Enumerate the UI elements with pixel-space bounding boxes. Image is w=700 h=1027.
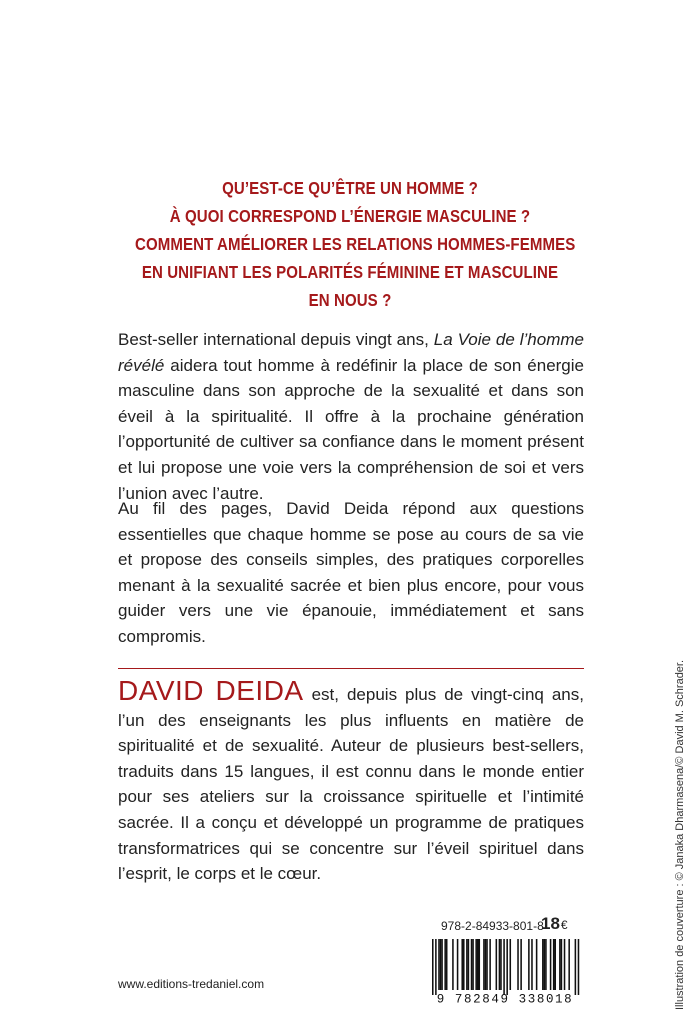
barcode-bar xyxy=(438,939,440,990)
barcode-bar xyxy=(468,939,470,990)
section-divider xyxy=(118,668,584,669)
barcode-bar xyxy=(520,939,522,990)
summary-paragraph xyxy=(118,327,584,506)
barcode-bar xyxy=(466,939,468,990)
question-line: COMMENT AMÉLIORER LES RELATIONS HOMMES-FEMMES xyxy=(135,234,576,254)
barcode-bar xyxy=(554,939,556,990)
question-line: EN UNIFIANT LES POLARITÉS FÉMININE ET MASCULINE xyxy=(141,262,559,282)
barcode-bar xyxy=(528,939,530,990)
barcode-bar xyxy=(544,939,546,990)
barcode-bar xyxy=(550,939,552,990)
barcode-bar xyxy=(441,939,443,990)
barcode-bar xyxy=(496,939,498,990)
barcode-bar xyxy=(452,939,454,990)
barcode-bar xyxy=(475,939,477,990)
barcode-bar xyxy=(479,939,481,990)
promise-paragraph: Au fil des pages, David Deida répond aux questions essentielles que chaque homme se pose au cours de sa vie et propose des conseils simples, des pratiques corporelles menant à la sexualité sacrée et bien plus encore, pour vous guider vers une vie épanouie, immédiatement et sans compromis. xyxy=(118,499,584,646)
barcode xyxy=(421,939,589,1005)
barcode-bar xyxy=(457,939,459,990)
barcode-bar xyxy=(517,939,519,990)
price xyxy=(541,914,568,934)
question-line: À QUOI CORRESPOND L’ÉNERGIE MASCULINE ? xyxy=(169,206,531,226)
author-bio xyxy=(118,675,584,887)
barcode-bar xyxy=(435,939,437,995)
barcode-bar xyxy=(510,939,512,990)
barcode-bar xyxy=(432,939,434,995)
barcode-bar xyxy=(444,939,446,990)
barcode-bar xyxy=(477,939,479,990)
barcode-bar xyxy=(575,939,577,995)
author-name: DAVID DEIDA xyxy=(118,675,304,706)
barcode-bar xyxy=(564,939,566,990)
barcode-bar xyxy=(542,939,544,990)
barcode-bar xyxy=(483,939,485,990)
publisher-website: www.editions-tredaniel.com xyxy=(118,977,265,991)
summary-text-start: Best-seller international depuis vingt ans, xyxy=(118,330,434,349)
barcode-bar xyxy=(461,939,463,990)
barcode-bar xyxy=(471,939,473,990)
price-currency: € xyxy=(560,918,568,932)
barcode-bar xyxy=(553,939,555,990)
barcode-bar xyxy=(485,939,487,990)
barcode-bar xyxy=(446,939,448,990)
barcode-bar xyxy=(578,939,580,995)
barcode-bar xyxy=(506,939,508,995)
barcode-bar xyxy=(568,939,570,990)
barcode-bar xyxy=(440,939,442,990)
barcode-bar xyxy=(561,939,563,990)
question-line: QU’EST-CE QU’ÊTRE UN HOMME ? xyxy=(222,178,478,198)
barcode-bar xyxy=(486,939,488,990)
barcode-bar xyxy=(489,939,491,990)
barcode-bar xyxy=(472,939,474,990)
cover-credit: Illustration de couverture : © Janaka Dharmasena/© David M. Schrader. xyxy=(674,659,686,1010)
question-line: EN NOUS ? xyxy=(308,290,392,310)
barcode-bar xyxy=(499,939,501,990)
book-title-italic: La Voie de l’homme révélé xyxy=(118,330,584,375)
barcode-bar xyxy=(500,939,502,990)
back-cover-questions xyxy=(135,174,576,314)
barcode-bar xyxy=(531,939,533,990)
barcode-digits: 9 782849 338018 xyxy=(436,992,574,1005)
summary-text-end: aidera tout homme à redéfinir la place de son énergie masculine dans son approche de la sexualité et dans son éveil à la spiritualité. Il offre à la prochaine génération l’opportunité de cultiver sa confiance dans le moment présent et lui propose une voie vers la compréhension de soi et vers l’union avec l’autre. xyxy=(118,355,584,503)
barcode-bar xyxy=(536,939,538,990)
price-amount: 18 xyxy=(541,914,560,933)
barcode-bar xyxy=(559,939,561,990)
barcode-bar xyxy=(463,939,465,990)
barcode-bar xyxy=(545,939,547,990)
barcode-bar xyxy=(503,939,505,995)
author-bio-text: est, depuis plus de vingt-cinq ans, l’un des enseignants les plus influents en matière de spiritualité et de sexualité. Auteur de plusieurs best-sellers, traduits dans 15 langues, il est connu dans le monde entier pour ses ateliers sur la croissance spirituelle et l’intimité sacrée. Il a conçu et développé un programme de pratiques transformatrices qui se concentre sur l’éveil spirituel dans l’esprit, le corps et le cœur. xyxy=(118,685,584,884)
isbn-number: 978-2-84933-801-8 xyxy=(441,919,544,933)
